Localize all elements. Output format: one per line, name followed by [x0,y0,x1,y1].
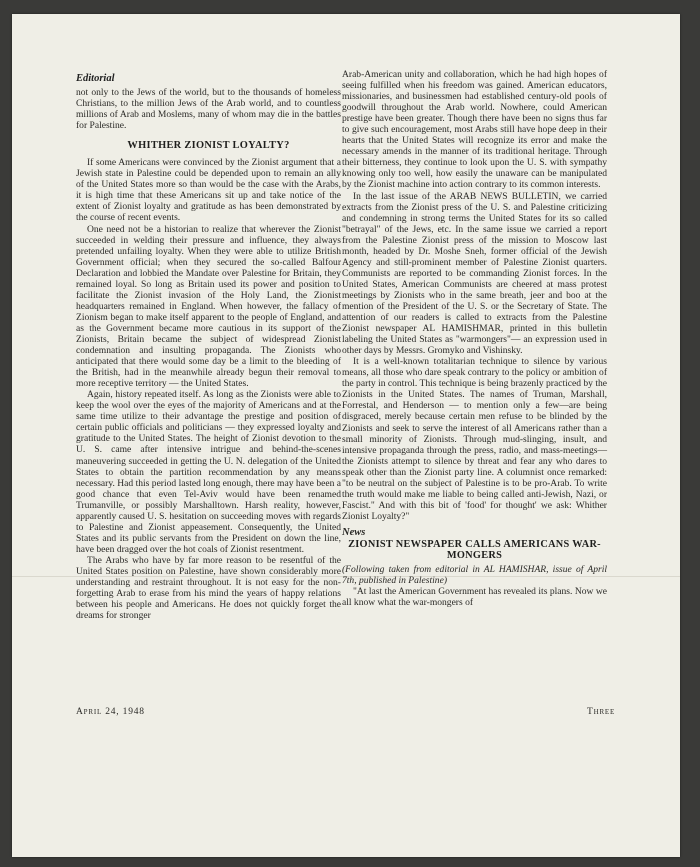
paragraph: If some Americans were convinced by the Zionist argument that a Jewish state in Palestine could be depended upon to remain an ally of the United States more so than would be the case with the Arabs, it is high time that these Americans sit up and take notice of the extent of Zionist loyalty and gratitude as has been demonstrated by the course of recent events. [76,157,341,224]
news-note: (Following taken from editorial in AL HAMISHAR, issue of April 7th, published in Palestine) [342,563,607,587]
news-label: News [342,526,366,538]
paragraph: The Arabs who have by far more reason to be resentful of the United States position on Palestine, have shown considerably more understanding and restraint throughout. It is not easy for the non-forgetting Arab to erase from his mind the years of happy relations between his people and Americans. He does not quickly forget the dreams for stronger [76,554,341,622]
intro-paragraph: not only to the Jews of the world, but to the thousands of homeless Christians, to the million Jews of the Arab world, and to countless millions of Arab and Moslems, many of whom may die in the battles for Palestine. [76,87,341,132]
editorial-heading: WHITHER ZIONIST LOYALTY? [127,140,290,152]
paragraph: Arab-American unity and collaboration, which he had high hopes of seeing fulfilled when his freedom was gained. American educators, missionaries, and businessmen had established century-old pools of goodwill throughout the Arab world. Nowhere, could American prestige have been greater. Though there have been no signs thus far to give such encouragement, most Arabs still have hope deep in their hearts that the United States will recognize its error and make the necessary amends in the manner of its traditional heritage. Through their bitterness, they continue to look upon the U. S. with sympathy knowing only too well, how easily the unaware can be manipulated by the Zionist machine into action contrary to its common interests. [342,69,607,191]
footer-page-number: Three [587,707,616,717]
paragraph: One need not be a historian to realize that wherever the Zionist succeeded in welding their pressure and influence, they always pretended unfailing loyalty. When they were able to utilize British Government official; when they secured the so-called Balfour Declaration and lobbied the Mandate over Palestine for Britain, they remained loyal. So long as Britain used its power and position to facilitate the Zionist invasion of the Holy Land, the Zionist headquarters remained in England. When however, the fallacy of Zionism began to make itself apparent to the people of England, and as the Government became more cautious in its support of the Zionists, Britain became the subject of widespread Zionist condemnation and insulting propaganda. The Zionists who anticipated that there would some day be a limit to the bleeding of the British, had in the meanwhile already begun their removal to more receptive territory — the United States. [76,223,341,390]
right-column [342,69,607,608]
paragraph: In the last issue of the ARAB NEWS BULLETIN, we carried extracts from the Zionist press of the U. S. and Palestine criticizing and condemning in strong terms the United States for its so called "betrayal" of the Jews, etc. In the same issue we carried a report from the Palestine Zionist press of the mission to Moscow last month, headed by Dr. Moshe Sneh, former official of the Jewish Agency and still-prominent member of Palestine Zionist quarters. Communists are reported to be commanding Zionist forces. In the United States, American Communists are cheered at mass protest meetings by Zionists who in the same breath, jeer and boo at the mention of the President of the U. S. or the Secretary of State. The attention of our readers is called to extracts from the Palestine Zionist newspaper AL HAMISHMAR, printed in this bulletin labeling the United States as "warmongers"— an expression used in other days by Messrs. Gromyko and Vishinsky. [342,190,607,357]
paragraph: It is a well-known totalitarian technique to silence by various means, all those who dare speak contrary to the policy or ambition of the party in control. This technique is being brazenly practiced by the Zionists in the United States. The names of Truman, Marshall, Forrestal, and Henderson — to mention only a few—are being disgraced, merely because certain men refuse to be blinded by the Zionists and seek to serve the interest of all Americans rather than a small minority of Zionists. Through mud-slinging, insult, and intensive propaganda through the press, radio, and mass-meetings—the Zionists attempt to silence by threat and fear any who dares to speak other than the Zionist party line. A columnist once remarked: "to be neutral on the subject of Palestine is to be pro-Arab. To write the truth would make me liable to being called anti-Jewish, Nazi, or Fascist." And with this bit of 'food' for thought' we ask: Whither Zionist Loyalty?" [342,356,607,522]
paragraph: Again, history repeated itself. As long as the Zionists were able to keep the wool over the eyes of the majority of Americans and at the same time utilize to their advantage the prestige and position of certain public officials and politicians — they expressed loyalty and gratitude to the United States. The height of Zionist devotion to the U. S. came after intensive intrigue and behind-the-scenes maneuvering succeeded in getting the U. N. delegation of the United States to obtain the partition recommendation by any means necessary. Had this period lasted long enough, there may have been a good chance that even Tel-Aviv would have been renamed Trumanville, or possibly Marshalltown. Harsh reality, however, apparently caused U. S. hesitation on succeeding moves with regards to Palestine and Zionist appeasement. Consequently, the United States and its public servants from the President on down the line, have been dragged over the hot coals of Zionist resentment. [76,389,341,555]
section-label: Editorial [76,73,115,84]
news-body: "At last the American Government has revealed its plans. Now we all know what the war-mongers of [342,586,607,609]
left-column [76,87,341,621]
footer-date: April 24, 1948 [76,707,145,717]
news-heading: ZIONIST NEWSPAPER CALLS AMERICANS WAR-MONGERS [348,538,601,561]
